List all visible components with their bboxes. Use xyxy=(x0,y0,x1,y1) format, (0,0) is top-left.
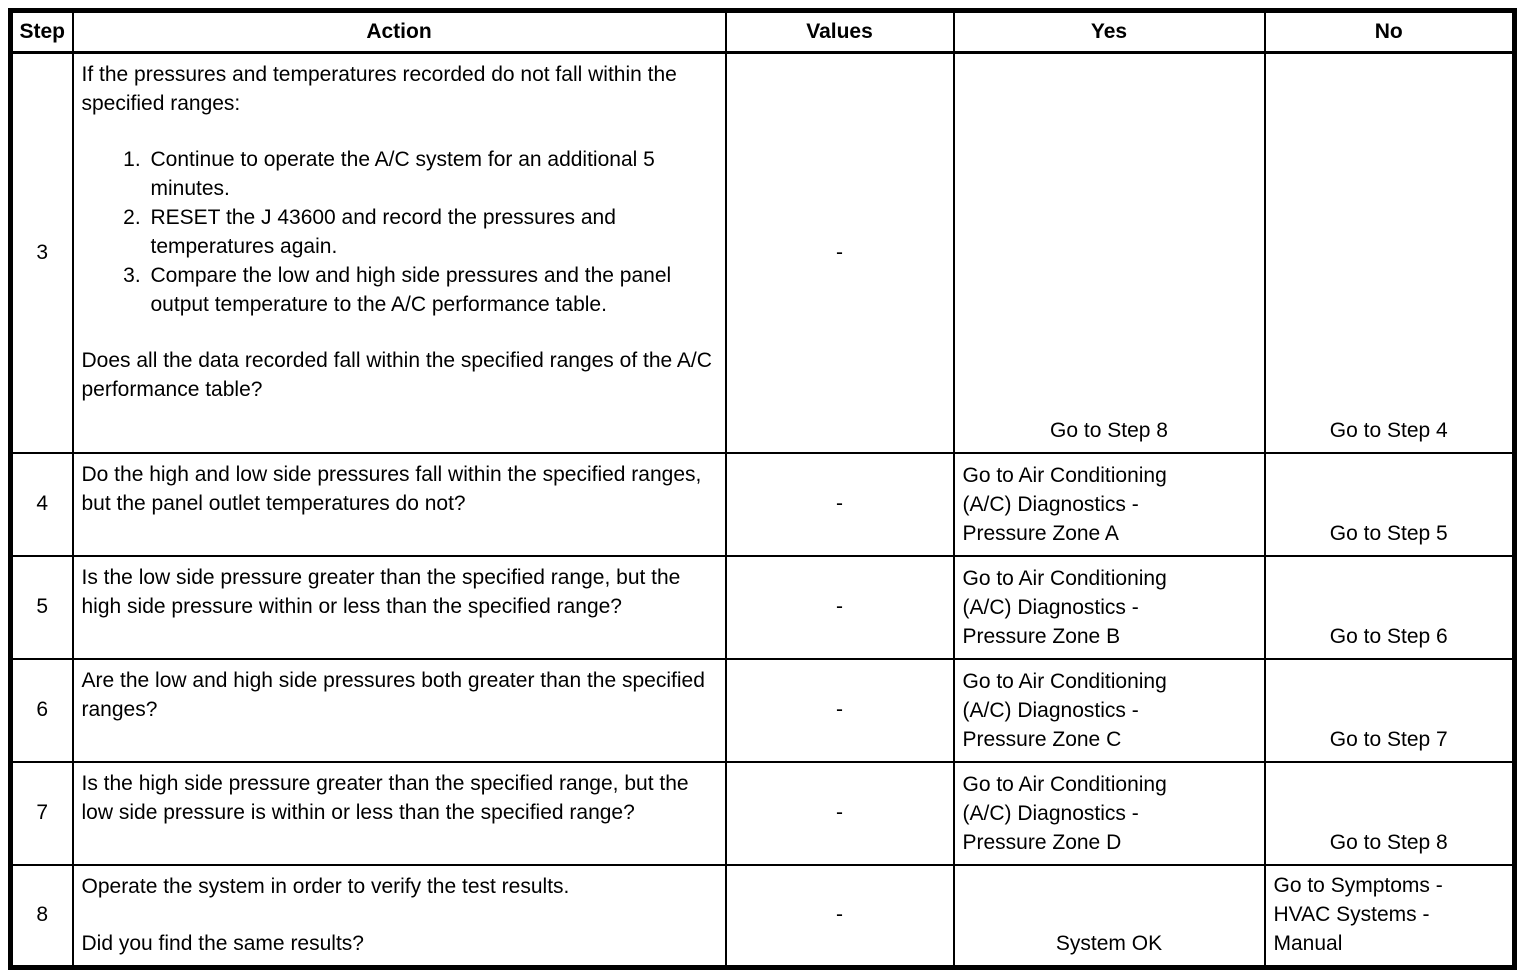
no-goto: Go to Step 8 xyxy=(1329,830,1448,854)
values-cell: - xyxy=(726,762,954,865)
col-header-action: Action xyxy=(73,11,726,53)
col-header-no: No xyxy=(1265,11,1515,53)
action-question: Are the low and high side pressures both greater than the specified ranges? xyxy=(81,668,705,721)
yes-goto: Go to Air Conditioning (A/C) Diagnostics - Pressure Zone D xyxy=(962,772,1167,854)
no-goto: Go to Step 6 xyxy=(1329,624,1448,648)
no-cell xyxy=(1265,659,1515,762)
action-question: Do the high and low side pressures fall within the specified ranges, but the panel outlet temperatures do not? xyxy=(81,462,702,515)
no-goto: Go to Step 4 xyxy=(1329,418,1448,442)
table-row-step-7 xyxy=(11,762,1515,865)
table-row-step-8 xyxy=(11,865,1515,968)
yes-cell xyxy=(954,53,1265,453)
table-header-row xyxy=(11,11,1515,53)
table-row-step-6 xyxy=(11,659,1515,762)
action-list-item: 2. RESET the J 43600 and record the pressures and temperatures again. xyxy=(147,203,715,261)
yes-goto: Go to Air Conditioning (A/C) Diagnostics - Pressure Zone C xyxy=(962,669,1167,751)
step-number: 8 xyxy=(11,865,73,968)
action-cell xyxy=(73,453,726,556)
step-number: 7 xyxy=(11,762,73,865)
no-cell xyxy=(1265,53,1515,453)
action-question: Is the low side pressure greater than the specified range, but the high side pressure within or less than the specified range? xyxy=(81,565,681,618)
col-header-yes: Yes xyxy=(954,11,1265,53)
action-question: Did you find the same results? xyxy=(81,931,364,955)
yes-cell xyxy=(954,453,1265,556)
no-goto: Go to Symptoms - HVAC Systems - Manual xyxy=(1273,873,1443,955)
diagnostic-step-table xyxy=(8,8,1517,970)
action-intro: If the pressures and temperatures recorded do not fall within the specified ranges: xyxy=(81,63,677,115)
values-cell: - xyxy=(726,53,954,453)
no-goto: Go to Step 5 xyxy=(1329,521,1448,545)
action-statement: Operate the system in order to verify the test results. xyxy=(81,874,570,898)
yes-cell xyxy=(954,762,1265,865)
yes-cell xyxy=(954,865,1265,968)
yes-goto: System OK xyxy=(1055,931,1163,955)
step-number: 3 xyxy=(11,53,73,453)
action-cell xyxy=(73,762,726,865)
action-question: Does all the data recorded fall within the specified ranges of the A/C performance table? xyxy=(81,349,712,401)
col-header-values: Values xyxy=(726,11,954,53)
values-cell: - xyxy=(726,556,954,659)
action-list-item: 3. Compare the low and high side pressures and the panel output temperature to the A/C performance table. xyxy=(147,261,715,319)
values-cell: - xyxy=(726,453,954,556)
action-list-item: 1. Continue to operate the A/C system for an additional 5 minutes. xyxy=(147,145,715,203)
action-question: Is the high side pressure greater than the specified range, but the low side pressure is within or less than the specified range? xyxy=(81,771,689,824)
action-numbered-list xyxy=(82,145,715,319)
col-header-step: Step xyxy=(11,11,73,53)
action-cell xyxy=(73,865,726,968)
table-row-step-4 xyxy=(11,453,1515,556)
yes-goto: Go to Air Conditioning (A/C) Diagnostics - Pressure Zone A xyxy=(962,463,1167,545)
step-number: 5 xyxy=(11,556,73,659)
yes-goto: Go to Air Conditioning (A/C) Diagnostics - Pressure Zone B xyxy=(962,566,1167,648)
yes-cell xyxy=(954,659,1265,762)
table-row-step-3 xyxy=(11,53,1515,453)
step-number: 6 xyxy=(11,659,73,762)
action-cell xyxy=(73,556,726,659)
yes-goto: Go to Step 8 xyxy=(1050,418,1168,442)
values-cell: - xyxy=(726,865,954,968)
table-row-step-5 xyxy=(11,556,1515,659)
no-cell xyxy=(1265,762,1515,865)
yes-cell xyxy=(954,556,1265,659)
action-cell xyxy=(73,659,726,762)
step-number: 4 xyxy=(11,453,73,556)
no-cell xyxy=(1265,865,1515,968)
no-cell xyxy=(1265,556,1515,659)
action-cell xyxy=(73,53,726,453)
values-cell: - xyxy=(726,659,954,762)
no-cell xyxy=(1265,453,1515,556)
no-goto: Go to Step 7 xyxy=(1329,727,1448,751)
